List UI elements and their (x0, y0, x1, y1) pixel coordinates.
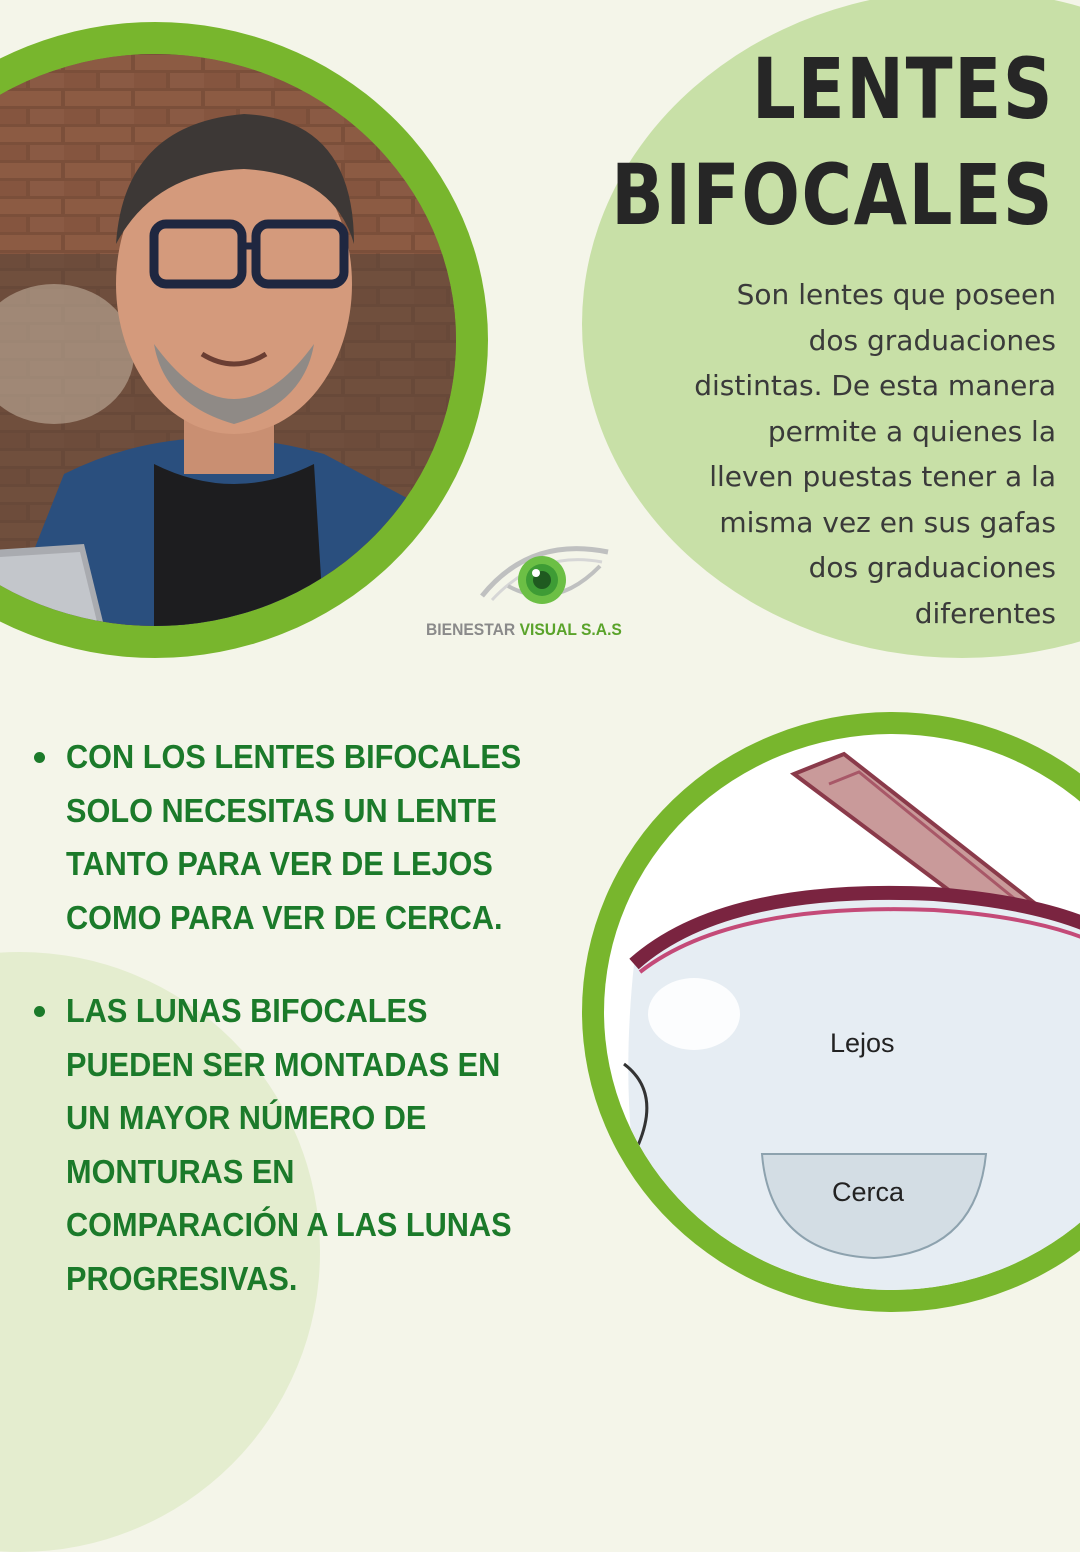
brand-logo (420, 536, 660, 652)
logo-word-visual: VISUAL S.A.S (519, 620, 622, 639)
lens-diagram-frame (582, 712, 1080, 1312)
logo-text (426, 620, 622, 640)
description-line: Son lentes que poseen (736, 278, 1056, 311)
title-line: LENTES (751, 40, 1054, 138)
description-line: distintas. De esta manera (694, 369, 1056, 402)
bullet-line: MONTURAS EN (66, 1152, 295, 1190)
bullet-line: PUEDEN SER MONTADAS EN (66, 1045, 501, 1083)
list-item (32, 984, 592, 1305)
description-line: dos graduaciones (808, 551, 1056, 584)
title-line: BIFOCALES (611, 146, 1054, 244)
bullet-dot-icon (34, 1006, 45, 1017)
benefits-list (32, 730, 592, 1345)
bullet-line: CON LOS LENTES BIFOCALES (66, 738, 522, 775)
bullet-text (66, 984, 555, 1305)
bullet-text (66, 730, 555, 944)
logo-word-bienestar: BIENESTAR (426, 620, 516, 639)
bullet-line: SOLO NECESITAS UN LENTE (66, 791, 497, 829)
bullet-line: COMO PARA VER DE CERCA. (66, 898, 503, 936)
page-title (611, 36, 1054, 248)
description-line: lleven puestas tener a la (709, 460, 1056, 493)
eye-logo-icon (420, 536, 660, 620)
description-line: misma vez en sus gafas (719, 505, 1056, 539)
description-line: dos graduaciones (808, 323, 1056, 357)
lens-label-near: Cerca (832, 1177, 905, 1207)
photo-frame (0, 22, 488, 658)
bullet-line: PROGRESIVAS. (66, 1259, 298, 1297)
bullet-line: TANTO PARA VER DE LEJOS (66, 845, 493, 882)
bifocal-lens-diagram (604, 734, 1080, 1290)
lens-label-far: Lejos (830, 1028, 895, 1058)
man-with-glasses-photo (0, 54, 456, 626)
description-line: permite a quienes la (767, 414, 1056, 448)
bullet-line: UN MAYOR NÚMERO DE (66, 1099, 427, 1136)
bullet-dot-icon (34, 752, 45, 763)
bullet-line: LAS LUNAS BIFOCALES (66, 992, 428, 1029)
description-line: diferentes (914, 596, 1056, 630)
list-item (32, 730, 592, 944)
bullet-line: COMPARACIÓN A LAS LUNAS (66, 1206, 512, 1243)
description-text (636, 272, 1056, 636)
